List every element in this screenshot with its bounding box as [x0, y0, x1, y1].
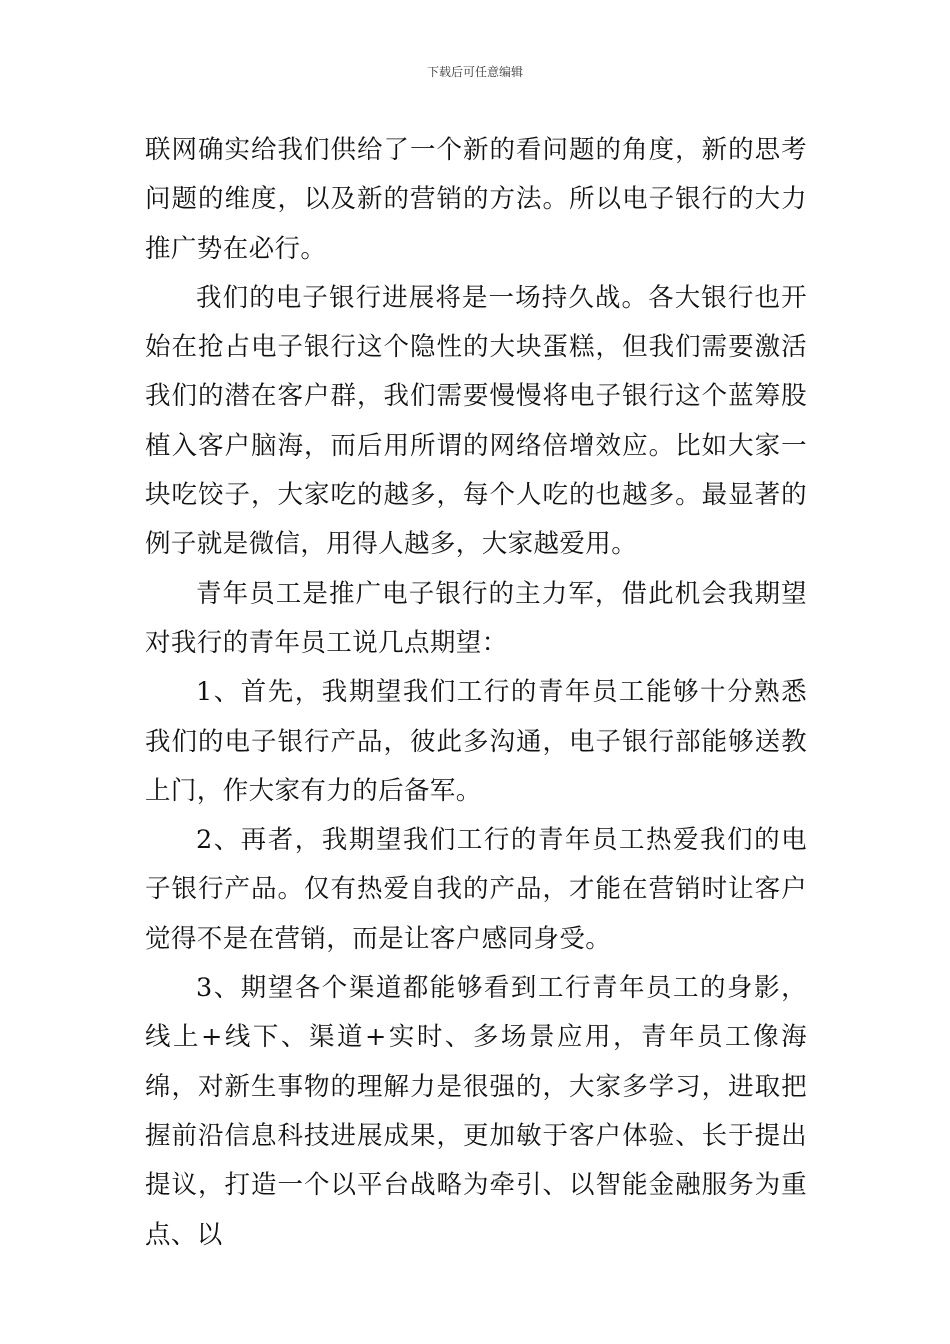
paragraph-6: 3、期望各个渠道都能够看到工行青年员工的身影，线上+线下、渠道+实时、多场景应用，青年员工像海绵，对新生事物的理解力是很强的，大家多学习，进取把握前沿信息科技进展成果，更加敏于客户体验、长于提出提议，打造一个以平台战略为牵引、以智能金融服务为重点、以	[145, 973, 807, 1250]
paragraph-5: 2、再者，我期望我们工行的青年员工热爱我们的电子银行产品。仅有热爱自我的产品，才能在营销时让客户觉得不是在营销，而是让客户感同身受。	[145, 825, 807, 954]
paragraph-2: 我们的电子银行进展将是一场持久战。各大银行也开始在抢占电子银行这个隐性的大块蛋糕，但我们需要激活我们的潜在客户群，我们需要慢慢将电子银行这个蓝筹股植入客户脑海，而后用所谓的网络倍增效应。比如大家一块吃饺子，大家吃的越多，每个人吃的也越多。最显著的例子就是微信，用得人越多，大家越爱用。	[145, 282, 807, 560]
page-header: 下载后可任意编辑	[426, 65, 523, 79]
paragraph-3: 青年员工是推广电子银行的主力军，借此机会我期望对我行的青年员工说几点期望：	[145, 578, 807, 658]
document-body	[145, 126, 807, 1260]
paragraph-4: 1、首先，我期望我们工行的青年员工能够十分熟悉我们的电子银行产品，彼此多沟通，电子银行部能够送教上门，作大家有力的后备军。	[145, 677, 807, 806]
paragraph-1: 联网确实给我们供给了一个新的看问题的角度，新的思考问题的维度，以及新的营销的方法。所以电子银行的大力推广势在必行。	[145, 135, 807, 264]
